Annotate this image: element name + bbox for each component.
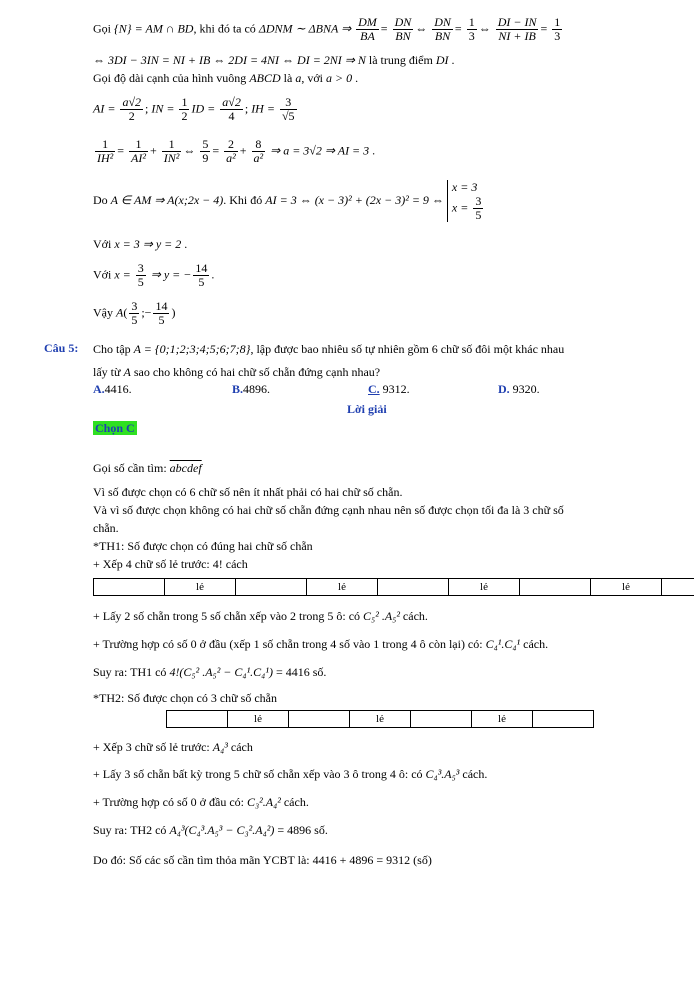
th1-step-b: + Lấy 2 số chẵn trong 5 số chẵn xếp vào 2 trong 5 ô: có C₅² .A₅² cách. <box>93 609 428 623</box>
answer-choice: Chọn C <box>95 421 135 435</box>
solution-p4: chẵn. <box>93 521 119 535</box>
line-1: Gọi {N} = AM ∩ BD, khi đó ta có ΔDNM ∼ ΔBNA ⇒ $\frac{DM}{BA}$ = $\frac{DN}{BN}$ ⇔ $\frac{DN}{BN}$ = $\frac{1}{3}$ ⇔ $\frac{DI - IN}{NI + IB}$ = $\frac{1}{3}$ <box>93 15 561 43</box>
line-8: Với x = $\frac{3}{5}$ ⇒ y = − $\frac{14}{5}$ . <box>93 261 215 289</box>
th1-result: Suy ra: TH1 có 4!(C₅² .A₅² − C₄¹.C₄¹) = 4416 số. <box>93 665 327 679</box>
line-4: AI = $\frac{a√2}{2}$ ; IN = $\frac{1}{2}$ ID = $\frac{a√2}{4}$ ; IH = $\frac{3}{√5}$ <box>93 95 295 123</box>
final-answer: Do đó: Số các số cần tìm thỏa mãn YCBT là: 4416 + 4896 = 9312 (số) <box>93 853 432 867</box>
th2-step-c: + Trường hợp có số 0 ở đầu có: C₃².A₄² cách. <box>93 795 309 809</box>
question-text-2: lấy từ A sao cho không có hai chữ số chẵn đứng cạnh nhau? <box>93 365 381 379</box>
th2-result: Suy ra: TH2 có A₄³(C₄³.A₅³ − C₃².A₄²) = 4896 số. <box>93 823 328 837</box>
th2-cell-row: lẻ lẻ lẻ <box>166 710 594 728</box>
line-6: Do A ∈ AM ⇒ A(x;2x − 4). Khi đó AI = 3 ⇔ (x − 3)² + (2x − 3)² = 9 ⇔ x = 3 x = $\frac{3}{5}$ <box>93 180 485 222</box>
line-3: Gọi độ dài cạnh của hình vuông ABCD là a, với a > 0 . <box>93 71 359 85</box>
line-9: Vậy A( $\frac{3}{5}$ ;− $\frac{14}{5}$ ) <box>93 299 176 327</box>
solution-p2: Vì số được chọn có 6 chữ số nên ít nhất phải có hai chữ số chẵn. <box>93 485 403 499</box>
question-text-1: Cho tập A = {0;1;2;3;4;5;6;7;8}, lập được bao nhiêu số tự nhiên gồm 6 chữ số đôi một khác nhau <box>93 342 565 356</box>
line-5: $\frac{1}{\text{IH²}}$ = $\frac{1}{\text{AI²}}$ + $\frac{1}{\text{IN²}}$ ⇔ $\frac{5}{9}$ = $\frac{2}{\text{a²}}$ + $\frac{8}{\text{a²}}$ ⇒ a = 3√2 ⇒ AI = 3 . <box>97 137 376 165</box>
option-b: B.4896. <box>232 382 271 396</box>
solution-heading: Lời giải <box>347 402 387 416</box>
th2-step-a: + Xếp 3 chữ số lẻ trước: A₄³ cách <box>93 740 253 754</box>
th1-step-c: + Trường hợp có số 0 ở đầu (xếp 1 số chẵn trong 4 số vào 1 trong 4 ô còn lại) có: C₄¹.C₄¹ cách. <box>93 637 549 651</box>
th1-heading: *TH1: Số được chọn có đúng hai chữ số chẵn <box>93 539 313 553</box>
option-d: D. 9320. <box>498 382 540 396</box>
solution-p1: Gọi số cần tìm: abcdef <box>93 461 202 475</box>
th1-step-a: + Xếp 4 chữ số lẻ trước: 4! cách <box>93 557 248 571</box>
option-c: C. 9312. <box>368 382 410 396</box>
line-2: ⇔ 3DI − 3IN = NI + IB ⇔ 2DI = 4NI ⇔ DI = 2NI ⇒ N là trung điểm DI . <box>93 53 455 67</box>
question-label: Câu 5: <box>44 341 79 355</box>
th2-step-b: + Lấy 3 số chẵn bất kỳ trong 5 chữ số chẵn xếp vào 3 ô trong 4 ô: có C₄³.A₅³ cách. <box>93 767 488 781</box>
th2-heading: *TH2: Số được chọn có 3 chữ số chẵn <box>93 691 277 705</box>
th1-cell-row: lẻ lẻ lẻ lẻ <box>93 578 694 596</box>
option-a: A.4416. <box>93 382 132 396</box>
solution-p3: Và vì số được chọn không có hai chữ số chẵn đứng cạnh nhau nên số được chọn tối đa là 3 chữ số <box>93 503 564 517</box>
line-7: Với x = 3 ⇒ y = 2 . <box>93 237 188 251</box>
